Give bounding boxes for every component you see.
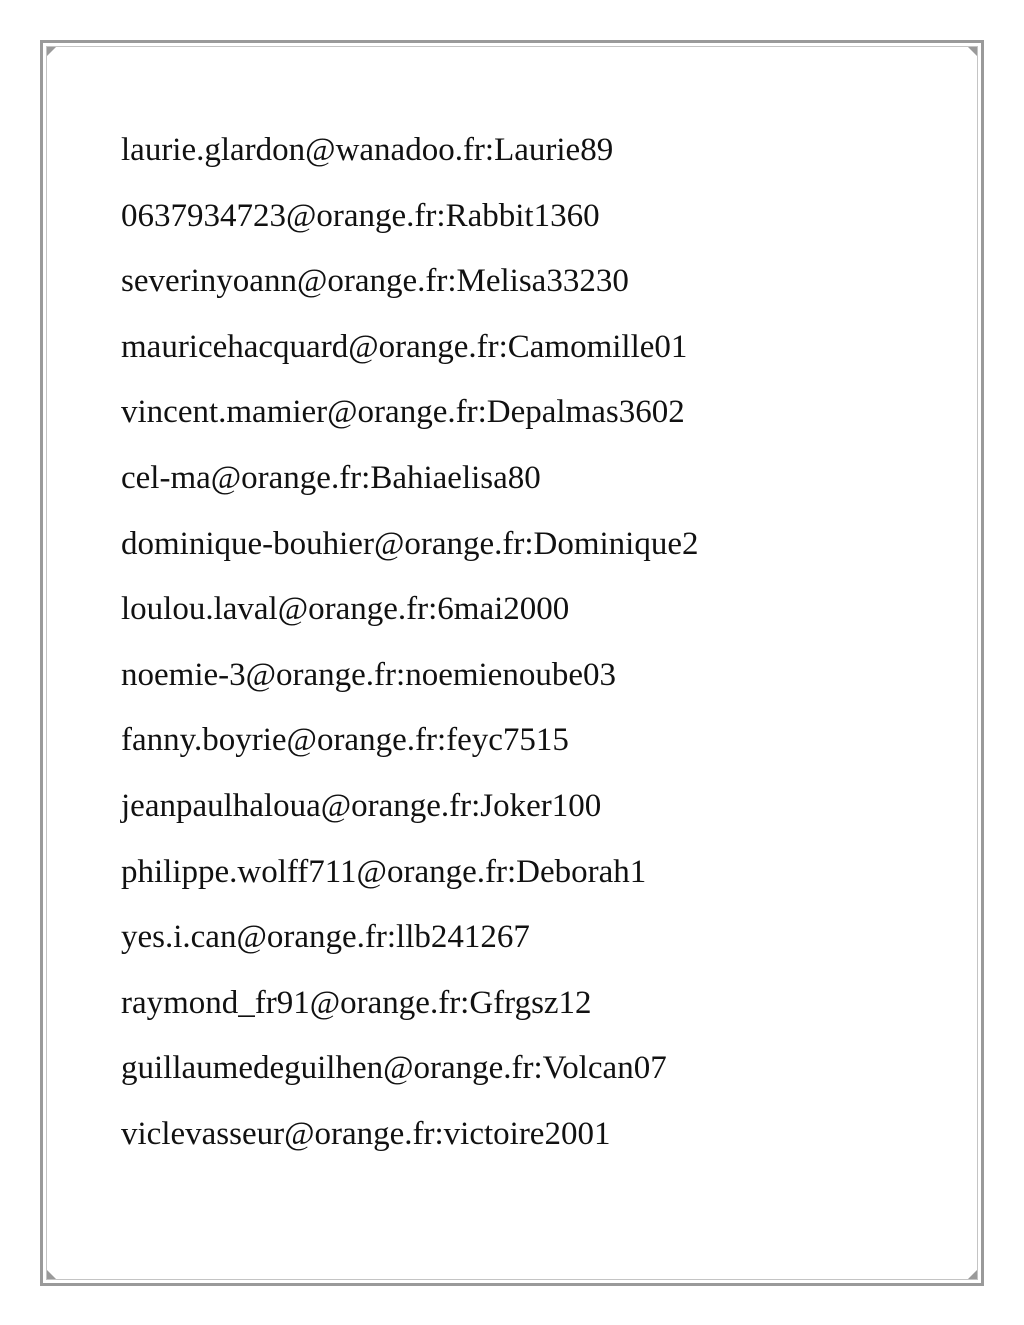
corner-ornament-top-right bbox=[968, 47, 977, 56]
text-line: raymond_fr91@orange.fr:Gfrgsz12 bbox=[121, 984, 592, 1021]
document-text-list bbox=[121, 118, 901, 1168]
text-line: severinyoann@orange.fr:Melisa33230 bbox=[121, 263, 629, 300]
corner-ornament-bottom-right bbox=[968, 1270, 977, 1279]
text-line: yes.i.can@orange.fr:llb241267 bbox=[121, 919, 530, 956]
text-line: dominique-bouhier@orange.fr:Dominique2 bbox=[121, 525, 699, 562]
text-line: vincent.mamier@orange.fr:Depalmas3602 bbox=[121, 394, 685, 431]
corner-ornament-top-left bbox=[47, 47, 56, 56]
text-line: cel-ma@orange.fr:Bahiaelisa80 bbox=[121, 459, 541, 496]
text-line: jeanpaulhaloua@orange.fr:Joker100 bbox=[121, 787, 602, 824]
corner-ornament-bottom-left bbox=[47, 1270, 56, 1279]
text-line: laurie.glardon@wanadoo.fr:Laurie89 bbox=[121, 132, 614, 168]
text-line: viclevasseur@orange.fr:victoire2001 bbox=[121, 1115, 611, 1152]
text-line: loulou.laval@orange.fr:6mai2000 bbox=[121, 591, 570, 628]
text-line: fanny.boyrie@orange.fr:feyc7515 bbox=[121, 722, 569, 759]
text-line: 0637934723@orange.fr:Rabbit1360 bbox=[121, 197, 600, 234]
text-line: noemie-3@orange.fr:noemienoube03 bbox=[121, 656, 616, 693]
text-line: philippe.wolff711@orange.fr:Deborah1 bbox=[121, 853, 647, 890]
text-line: guillaumedeguilhen@orange.fr:Volcan07 bbox=[121, 1050, 667, 1087]
text-line: mauricehacquard@orange.fr:Camomille01 bbox=[121, 328, 688, 365]
